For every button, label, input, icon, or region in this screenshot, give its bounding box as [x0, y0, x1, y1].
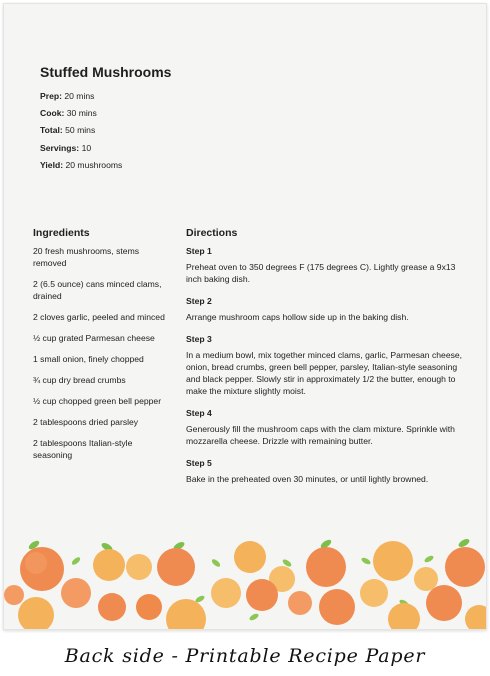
step-title: Step 2 [186, 296, 212, 306]
ingredient-item: ½ cup chopped green bell pepper [33, 396, 162, 406]
recipe-title: Stuffed Mushrooms [40, 64, 172, 80]
ingredient-item: ¾ cup dry bread crumbs [33, 375, 126, 385]
recipe-meta [40, 88, 122, 174]
step-text: Preheat oven to 350 degrees F (175 degrees C). Lightly grease a 9x13 inch baking dish. [186, 262, 456, 284]
step-title: Step 4 [186, 408, 212, 418]
ingredients-heading: Ingredients [33, 227, 90, 239]
peach-icon [4, 537, 486, 629]
step-text: In a medium bowl, mix together minced clams, garlic, Parmesan cheese, onion, bread crumbs, green bell pepper, parsley, Italian-style seasoning and black pepper. Slowly stir in approximately 1/2 the butter, enough to make the mixture slightly moist. [186, 350, 463, 396]
ingredient-item: ½ cup grated Parmesan cheese [33, 333, 155, 343]
directions-heading: Directions [186, 227, 238, 239]
step-text: Bake in the preheated oven 30 minutes, or until lightly browned. [186, 474, 429, 484]
ingredient-item: 2 tablespoons Italian-style seasoning [33, 438, 133, 460]
step-text: Arrange mushroom caps hollow side up in the baking dish. [186, 312, 409, 322]
recipe-paper [3, 3, 487, 630]
step-title: Step 1 [186, 246, 212, 256]
caption: Back side - Printable Recipe Paper [64, 645, 426, 667]
meta-servings: Servings: 10 [40, 142, 92, 153]
step-title: Step 3 [186, 334, 212, 344]
ingredient-item: 2 cloves garlic, peeled and minced [33, 312, 165, 322]
meta-total: Total: 50 mins [40, 125, 96, 136]
ingredient-item: 2 (6.5 ounce) cans minced clams, drained [33, 279, 162, 301]
directions-section [186, 227, 471, 495]
meta-cook: Cook: 30 mins [40, 108, 97, 119]
fruit-border-illustration [4, 537, 486, 629]
meta-prep: Prep: 20 mins [40, 91, 95, 101]
step-text: Generously fill the mushroom caps with the clam mixture. Sprinkle with mozzarella cheese. Drizzle with remaining butter. [186, 424, 455, 446]
ingredient-item: 20 fresh mushrooms, stems removed [33, 246, 140, 268]
step-title: Step 5 [186, 458, 212, 468]
ingredient-item: 1 small onion, finely chopped [33, 354, 144, 364]
ingredient-item: 2 tablespoons dried parsley [33, 417, 139, 427]
ingredients-section [33, 227, 171, 470]
meta-yield: Yield: 20 mushrooms [40, 159, 123, 170]
